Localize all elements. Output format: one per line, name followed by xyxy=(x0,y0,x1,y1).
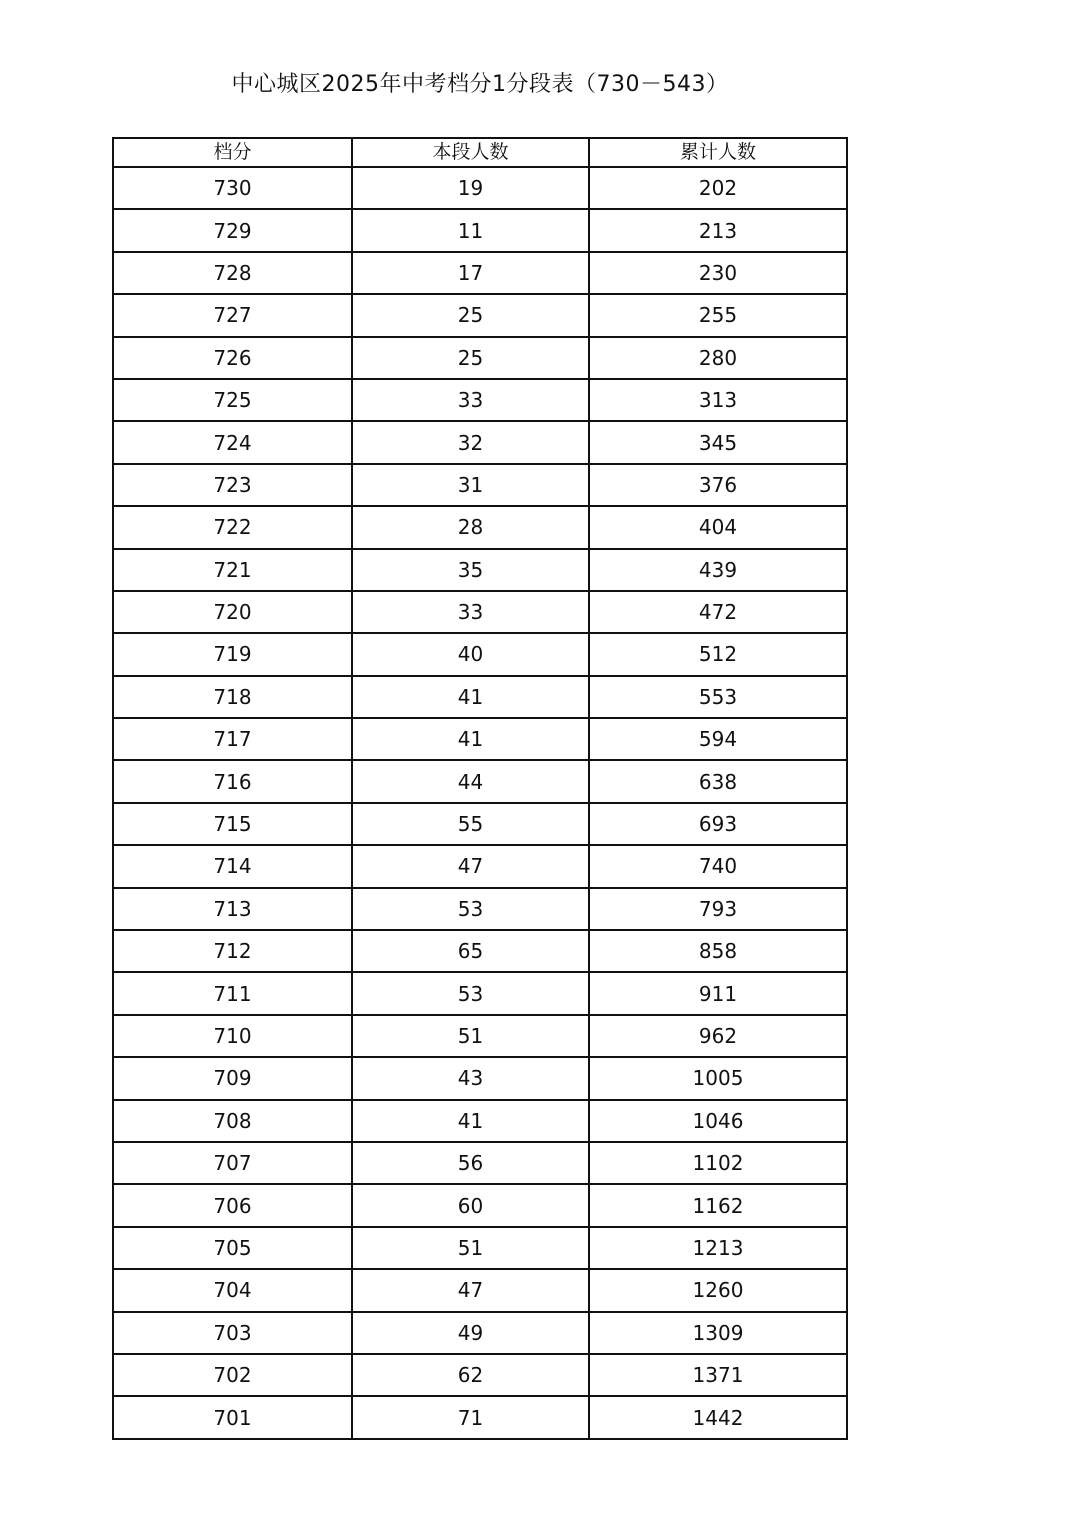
score-cell: 721 xyxy=(113,549,352,591)
segment-count-cell: 49 xyxy=(352,1312,589,1354)
score-cell: 707 xyxy=(113,1142,352,1184)
cumulative-count-cell: 313 xyxy=(589,379,847,421)
segment-count-cell: 41 xyxy=(352,718,589,760)
cumulative-count-cell: 693 xyxy=(589,803,847,845)
segment-count-cell: 17 xyxy=(352,252,589,294)
score-cell: 715 xyxy=(113,803,352,845)
table-row xyxy=(113,972,847,1014)
cumulative-count-cell: 439 xyxy=(589,549,847,591)
table-body xyxy=(113,167,847,1439)
segment-count-cell: 25 xyxy=(352,337,589,379)
table-row xyxy=(113,337,847,379)
segment-count-cell: 51 xyxy=(352,1227,589,1269)
segment-count-cell: 60 xyxy=(352,1184,589,1226)
score-cell: 719 xyxy=(113,633,352,675)
table-row xyxy=(113,209,847,251)
table-row xyxy=(113,421,847,463)
score-cell: 713 xyxy=(113,888,352,930)
cumulative-count-cell: 793 xyxy=(589,888,847,930)
score-cell: 717 xyxy=(113,718,352,760)
table-row xyxy=(113,803,847,845)
cumulative-count-cell: 213 xyxy=(589,209,847,251)
score-cell: 711 xyxy=(113,972,352,1014)
cumulative-count-cell: 472 xyxy=(589,591,847,633)
cumulative-count-cell: 280 xyxy=(589,337,847,379)
cumulative-count-cell: 553 xyxy=(589,676,847,718)
cumulative-count-cell: 404 xyxy=(589,506,847,548)
cumulative-count-cell: 1371 xyxy=(589,1354,847,1396)
segment-count-cell: 25 xyxy=(352,294,589,336)
cumulative-count-cell: 202 xyxy=(589,167,847,209)
header-segment-count: 本段人数 xyxy=(352,138,589,167)
table-row xyxy=(113,464,847,506)
table-row xyxy=(113,930,847,972)
cumulative-count-cell: 1442 xyxy=(589,1396,847,1438)
table-row xyxy=(113,252,847,294)
cumulative-count-cell: 1213 xyxy=(589,1227,847,1269)
header-cumulative-count: 累计人数 xyxy=(589,138,847,167)
segment-count-cell: 35 xyxy=(352,549,589,591)
table-row xyxy=(113,1269,847,1311)
table-row xyxy=(113,676,847,718)
cumulative-count-cell: 230 xyxy=(589,252,847,294)
segment-count-cell: 47 xyxy=(352,845,589,887)
document-title: 中心城区2025年中考档分1分段表（730－543） xyxy=(231,72,729,97)
cumulative-count-cell: 1102 xyxy=(589,1142,847,1184)
segment-count-cell: 40 xyxy=(352,633,589,675)
score-cell: 709 xyxy=(113,1057,352,1099)
table-row xyxy=(113,591,847,633)
table-row xyxy=(113,549,847,591)
score-cell: 720 xyxy=(113,591,352,633)
table-row xyxy=(113,760,847,802)
score-cell: 704 xyxy=(113,1269,352,1311)
score-cell: 716 xyxy=(113,760,352,802)
score-cell: 725 xyxy=(113,379,352,421)
cumulative-count-cell: 740 xyxy=(589,845,847,887)
table-row xyxy=(113,845,847,887)
table-row xyxy=(113,1227,847,1269)
cumulative-count-cell: 858 xyxy=(589,930,847,972)
segment-count-cell: 31 xyxy=(352,464,589,506)
score-cell: 729 xyxy=(113,209,352,251)
table-row xyxy=(113,718,847,760)
score-cell: 726 xyxy=(113,337,352,379)
segment-count-cell: 62 xyxy=(352,1354,589,1396)
cumulative-count-cell: 376 xyxy=(589,464,847,506)
table-row xyxy=(113,1184,847,1226)
segment-count-cell: 41 xyxy=(352,676,589,718)
score-cell: 714 xyxy=(113,845,352,887)
segment-count-cell: 51 xyxy=(352,1015,589,1057)
cumulative-count-cell: 345 xyxy=(589,421,847,463)
score-cell: 724 xyxy=(113,421,352,463)
segment-count-cell: 33 xyxy=(352,591,589,633)
table-row xyxy=(113,506,847,548)
segment-count-cell: 41 xyxy=(352,1100,589,1142)
header-score: 档分 xyxy=(113,138,352,167)
segment-count-cell: 65 xyxy=(352,930,589,972)
table-row xyxy=(113,1057,847,1099)
cumulative-count-cell: 962 xyxy=(589,1015,847,1057)
segment-count-cell: 43 xyxy=(352,1057,589,1099)
table-row xyxy=(113,1142,847,1184)
segment-count-cell: 33 xyxy=(352,379,589,421)
score-cell: 712 xyxy=(113,930,352,972)
score-cell: 727 xyxy=(113,294,352,336)
cumulative-count-cell: 638 xyxy=(589,760,847,802)
table-header-row xyxy=(113,138,847,167)
segment-count-cell: 71 xyxy=(352,1396,589,1438)
cumulative-count-cell: 1162 xyxy=(589,1184,847,1226)
segment-count-cell: 53 xyxy=(352,972,589,1014)
score-cell: 706 xyxy=(113,1184,352,1226)
segment-count-cell: 55 xyxy=(352,803,589,845)
cumulative-count-cell: 512 xyxy=(589,633,847,675)
score-cell: 702 xyxy=(113,1354,352,1396)
table-row xyxy=(113,888,847,930)
table-row xyxy=(113,379,847,421)
score-distribution-table xyxy=(112,137,848,1440)
table-row xyxy=(113,1015,847,1057)
table-row xyxy=(113,1396,847,1438)
score-cell: 705 xyxy=(113,1227,352,1269)
table-row xyxy=(113,1312,847,1354)
cumulative-count-cell: 255 xyxy=(589,294,847,336)
segment-count-cell: 44 xyxy=(352,760,589,802)
table-row xyxy=(113,294,847,336)
cumulative-count-cell: 1046 xyxy=(589,1100,847,1142)
score-cell: 728 xyxy=(113,252,352,294)
score-cell: 703 xyxy=(113,1312,352,1354)
score-cell: 710 xyxy=(113,1015,352,1057)
score-cell: 723 xyxy=(113,464,352,506)
score-cell: 722 xyxy=(113,506,352,548)
table-row xyxy=(113,633,847,675)
table-row xyxy=(113,1100,847,1142)
cumulative-count-cell: 1260 xyxy=(589,1269,847,1311)
cumulative-count-cell: 1309 xyxy=(589,1312,847,1354)
segment-count-cell: 28 xyxy=(352,506,589,548)
cumulative-count-cell: 911 xyxy=(589,972,847,1014)
segment-count-cell: 47 xyxy=(352,1269,589,1311)
score-cell: 730 xyxy=(113,167,352,209)
segment-count-cell: 11 xyxy=(352,209,589,251)
cumulative-count-cell: 1005 xyxy=(589,1057,847,1099)
segment-count-cell: 56 xyxy=(352,1142,589,1184)
table-row xyxy=(113,167,847,209)
cumulative-count-cell: 594 xyxy=(589,718,847,760)
table-row xyxy=(113,1354,847,1396)
score-cell: 701 xyxy=(113,1396,352,1438)
score-cell: 708 xyxy=(113,1100,352,1142)
segment-count-cell: 53 xyxy=(352,888,589,930)
segment-count-cell: 19 xyxy=(352,167,589,209)
segment-count-cell: 32 xyxy=(352,421,589,463)
score-cell: 718 xyxy=(113,676,352,718)
